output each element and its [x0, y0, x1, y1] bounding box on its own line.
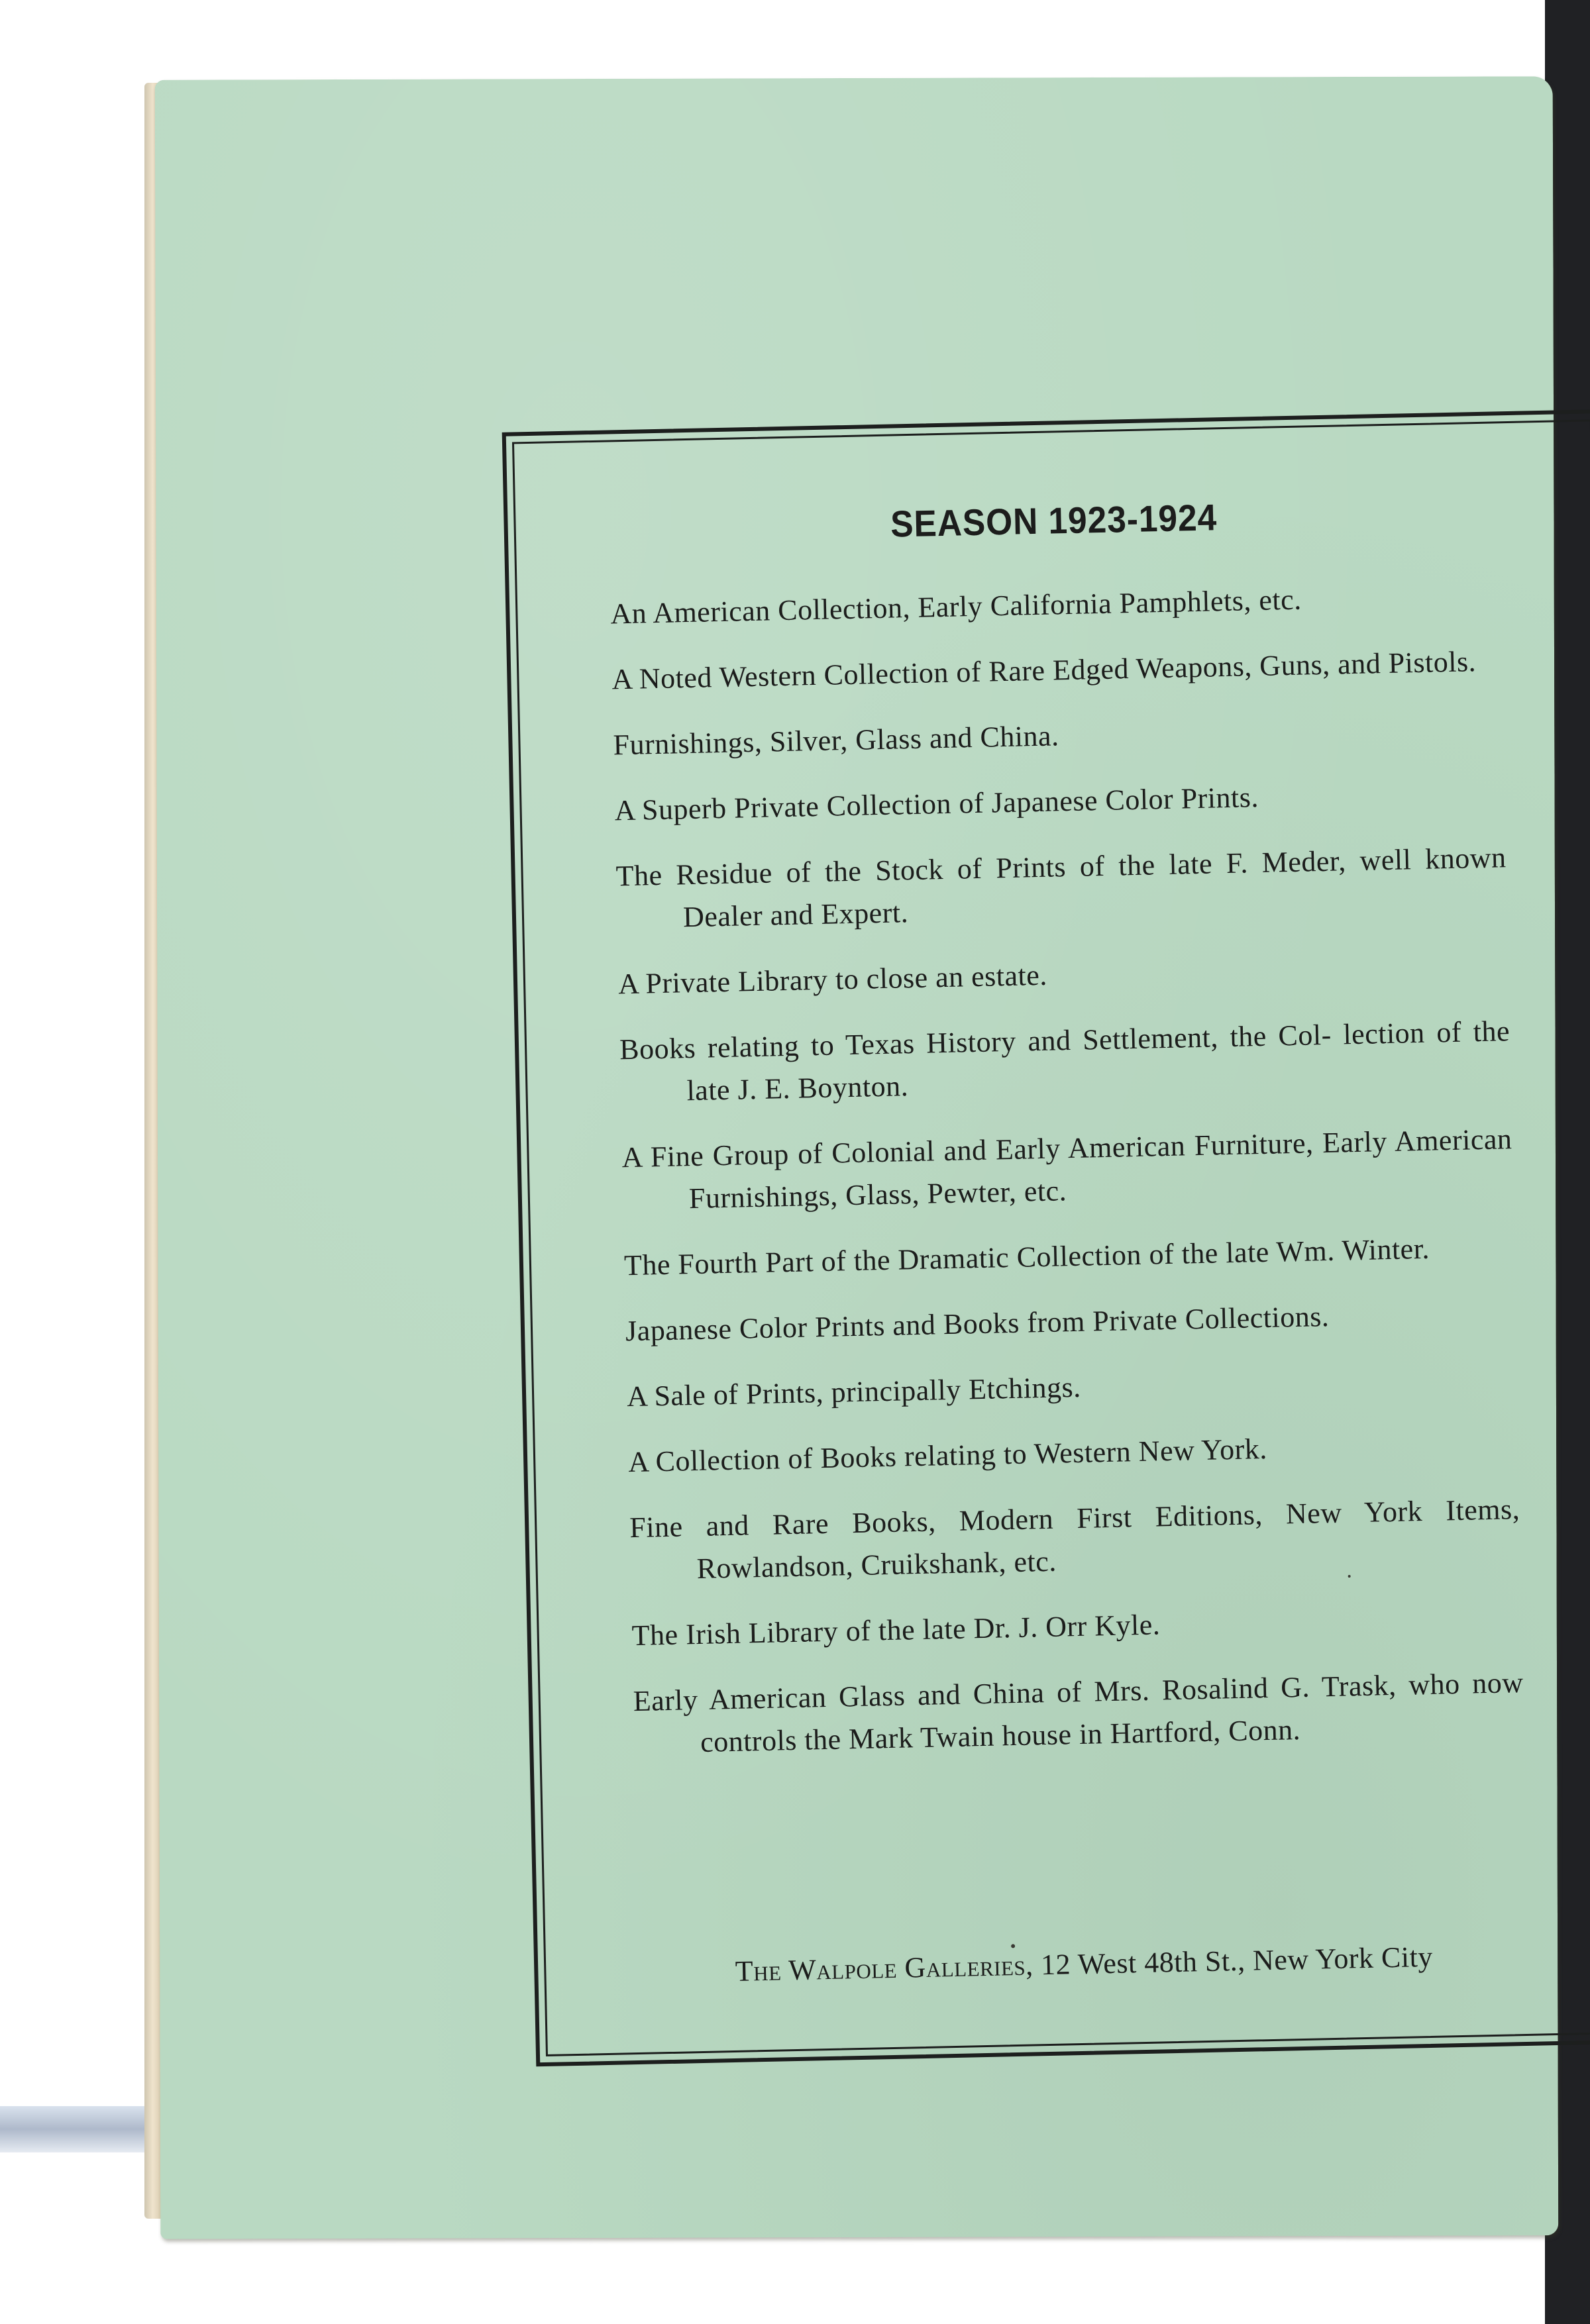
sale-item: Furnishings, Silver, Glass and China. — [613, 719, 1060, 762]
sale-item: A Sale of Prints, principally Etchings. — [626, 1370, 1082, 1413]
sale-item: A Fine Group of Colonial and Early American Furniture, Early American Furnishings, Glass, Pewter, etc. — [621, 1123, 1512, 1215]
publisher-footer — [639, 1938, 1530, 1990]
border-inner — [512, 419, 1590, 2056]
publisher-name: The Walpole Galleries — [735, 1948, 1026, 1988]
sale-item: The Residue of the Stock of Prints of the late F. Meder, well known Dealer and Expert. — [615, 841, 1507, 934]
sale-item: Fine and Rare Books, Modern First Editions, New York Items, Rowlandson, Cruikshank, etc. — [629, 1493, 1520, 1586]
sale-item: A Collection of Books relating to Western New York. — [627, 1432, 1268, 1479]
sale-item: Books relating to Texas History and Settlement, the Col- lection of the late J. E. Boynton. — [619, 1015, 1510, 1107]
sale-item: The Irish Library of the late Dr. J. Orr Kyle. — [631, 1608, 1161, 1652]
sale-item: An American Collection, Early California Pamphlets, etc. — [610, 583, 1302, 631]
sale-list — [610, 574, 1526, 1788]
season-heading: SEASON 1923-1924 — [890, 496, 1218, 545]
sale-item: The Fourth Part of the Dramatic Collection of the late Wm. Winter. — [623, 1232, 1430, 1282]
sale-item: A Noted Western Collection of Rare Edged Weapons, Guns, and Pistols. — [611, 645, 1477, 696]
paper-speck — [1011, 1944, 1015, 1948]
paper-speck — [1348, 1575, 1351, 1578]
publisher-address: , 12 West 48th St., New York City — [1025, 1940, 1434, 1982]
catalogue-back-cover — [155, 76, 1559, 2239]
sale-item: Japanese Color Prints and Books from Private Collections. — [625, 1299, 1330, 1348]
sale-item: Early American Glass and China of Mrs. Rosalind G. Trask, who now controls the Mark Twain house in Hartford, Conn. — [633, 1666, 1524, 1758]
sale-item: A Superb Private Collection of Japanese Color Prints. — [614, 781, 1259, 827]
double-rule-border — [502, 409, 1590, 2066]
sale-item: A Private Library to close an estate. — [617, 958, 1048, 1001]
